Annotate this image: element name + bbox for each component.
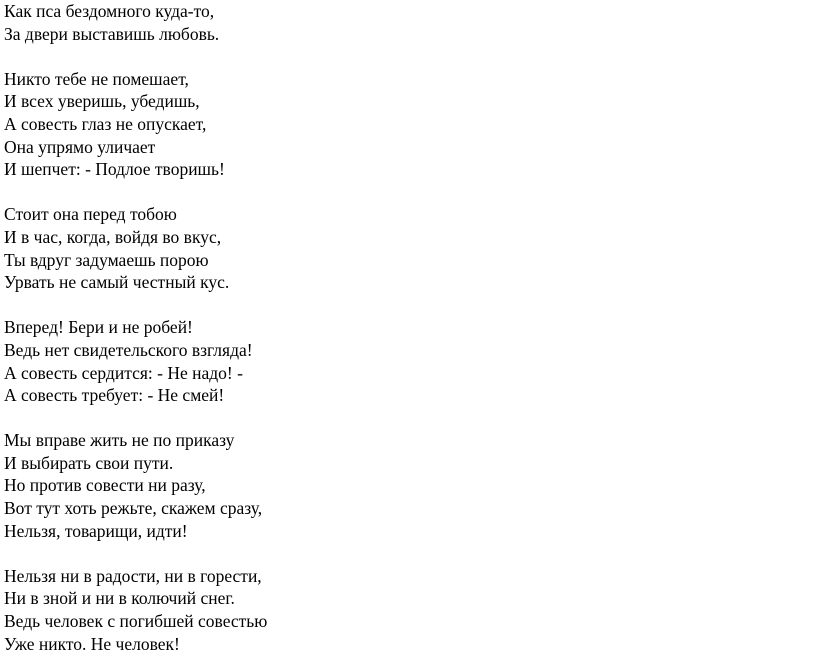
poem-line: Стоит она перед тобою	[4, 204, 177, 225]
poem-line: А совесть глаз не опускает,	[4, 113, 207, 134]
poem-line: Мы вправе жить не по приказу	[4, 430, 235, 451]
poem-line: И в час, когда, войдя во вкус,	[4, 226, 222, 247]
poem-text	[4, 0, 267, 655]
poem-line: И шепчет: - Подлое творишь!	[4, 159, 225, 180]
poem-line: Урвать не самый честный кус.	[4, 272, 230, 293]
poem-line: Нельзя ни в радости, ни в горести,	[4, 565, 262, 586]
poem-line: Уже никто. Не человек!	[4, 633, 180, 654]
poem-line: Нельзя, товарищи, идти!	[4, 520, 188, 541]
stanza-break	[4, 407, 267, 430]
poem-line: Ведь человек с погибшей совестью	[4, 611, 268, 632]
poem-line: Как пса бездомного куда-то,	[4, 1, 215, 21]
poem-line: Ни в зной и ни в колючий снег.	[4, 588, 235, 609]
stanza-break	[4, 181, 267, 204]
poem-line: Она упрямо уличает	[4, 136, 156, 157]
poem-line: А совесть требует: - Не смей!	[4, 385, 225, 406]
poem-line: Вперед! Бери и не робей!	[4, 317, 193, 338]
poem-line: Ты вдруг задумаешь порою	[4, 249, 209, 270]
poem-line: Но против совести ни разу,	[4, 475, 206, 496]
stanza-break	[4, 294, 267, 317]
poem-line: Вот тут хоть режьте, скажем сразу,	[4, 498, 263, 519]
poem-line: Никто тебе не помешает,	[4, 68, 189, 89]
poem-line: Ведь нет свидетельского взгляда!	[4, 339, 253, 360]
poem-line: И выбирать свои пути.	[4, 452, 174, 473]
poem-line: За двери выставишь любовь.	[4, 23, 220, 44]
stanza-break	[4, 542, 267, 565]
poem-line: И всех уверишь, убедишь,	[4, 91, 200, 112]
poem-line: А совесть сердится: - Не надо! -	[4, 362, 243, 383]
stanza-break	[4, 45, 267, 68]
